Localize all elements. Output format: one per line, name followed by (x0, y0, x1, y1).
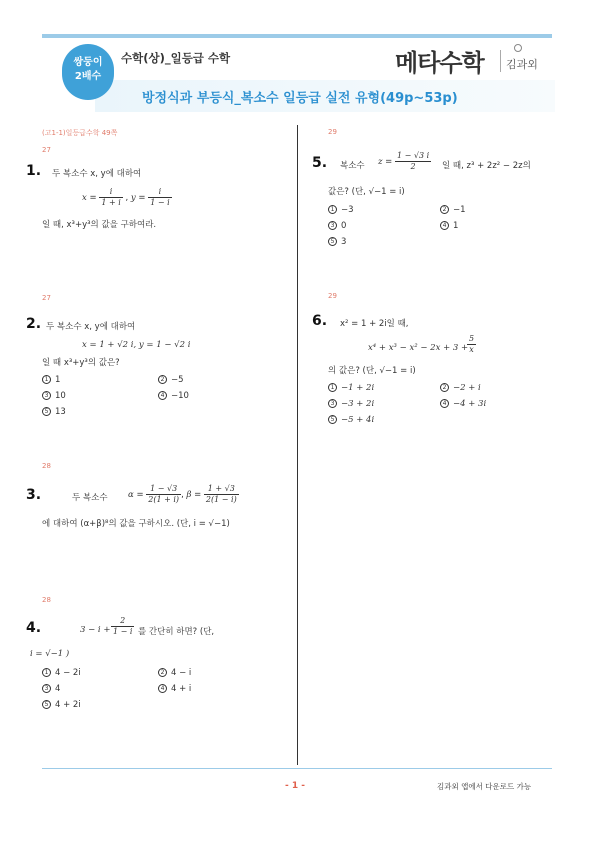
q1-formula: x = $\frac{i}{1 + i}$ , y = $\frac{i}{1 - i}$ (82, 187, 170, 207)
q5-line1b: 일 때, z³ + 2z² − 2z의 (442, 161, 531, 171)
q2-line1: 두 복소수 x, y에 대하여 (46, 322, 136, 332)
q4-line1b: 를 간단히 하면? (단, (138, 627, 215, 637)
q6-line1: x² = 1 + 2i일 때, (340, 319, 409, 329)
q6-choice-3[interactable]: 3 −3 + 2i (328, 399, 374, 409)
q6-choice-5[interactable]: 5 −5 + 4i (328, 415, 374, 425)
q5-choice-5[interactable]: 5 3 (328, 237, 346, 247)
q5-choice-4[interactable]: 4 1 (440, 221, 458, 231)
q2-choice-3[interactable]: 3 10 (42, 391, 66, 401)
header-top-line (42, 34, 552, 38)
q3-number: 3. (26, 487, 42, 503)
q4-choice-5[interactable]: 5 4 + 2i (42, 700, 81, 710)
q4-choice-1[interactable]: 1 4 − 2i (42, 668, 81, 678)
q5-choice-3[interactable]: 3 0 (328, 221, 346, 231)
q6-line3: 의 값은? (단, √−1 = i) (328, 366, 416, 376)
q2-formula: x = 1 + √2 i, y = 1 − √2 i (82, 340, 191, 350)
q3-line2: 에 대하여 (α+β)⁸의 값을 구하시오. (단, i = √−1) (42, 519, 230, 529)
source-ref: (고1-1)일등급수학 49쪽 (42, 129, 118, 137)
q5-number: 5. (312, 155, 328, 171)
q6-number: 6. (312, 313, 328, 329)
q4-number: 4. (26, 620, 42, 636)
q4-choice-2[interactable]: 2 4 − i (158, 668, 191, 678)
q1-number: 1. (26, 163, 42, 179)
q6-line2: x⁴ + x³ − x² − 2x + 3 + (368, 343, 469, 353)
q2-choice-5[interactable]: 5 13 (42, 407, 66, 417)
brand2-logo: 김과외 (506, 58, 538, 71)
q2-number: 2. (26, 316, 42, 332)
q6-fraction: $\frac{5}{x}$ (469, 334, 475, 354)
q2-line3: 일 때 x³+y³의 값은? (42, 358, 120, 368)
q3-ref: 28 (42, 462, 51, 470)
q1-line1: 두 복소수 x, y에 대하여 (52, 169, 142, 179)
course-title: 수학(상)_일등급 수학 (121, 51, 231, 65)
page-number: - 1 - (285, 781, 305, 791)
footer-note: 김과외 앱에서 다운로드 가능 (437, 782, 532, 791)
column-divider (297, 125, 298, 765)
q1-line3: 일 때, x³+y³의 값을 구하여라. (42, 220, 157, 230)
badge-line2: 2배수 (74, 71, 102, 82)
brand2-icon (514, 44, 522, 52)
q3-formula: α = $\frac{1 - √3}{2(1 + i)}$ , β = $\frac{1 + √3}{2(1 - i)}$ (128, 484, 237, 504)
q5-ref: 29 (328, 128, 337, 136)
q4-ref: 28 (42, 596, 51, 604)
q2-choice-1[interactable]: 1 1 (42, 375, 60, 385)
q2-ref: 27 (42, 294, 51, 302)
q6-choice-1[interactable]: 1 −1 + 2i (328, 383, 374, 393)
q2-choice-2[interactable]: 2 −5 (158, 375, 184, 385)
chapter-title: 방정식과 부등식_복소수 일등급 실전 유형(49p~53p) (142, 91, 458, 106)
q4-line2: i = √−1 ) (30, 649, 70, 659)
q5-line2: 값은? (단, √−1 = i) (328, 187, 405, 197)
q4-line1a: 3 − i + (80, 625, 111, 635)
q1-ref: 27 (42, 146, 51, 154)
q5-choice-1[interactable]: 1 −3 (328, 205, 354, 215)
badge-line1: 쌍둥이 (73, 57, 103, 68)
q2-choice-4[interactable]: 4 −10 (158, 391, 189, 401)
q3-line1a: 두 복소수 (72, 493, 108, 503)
brand-logo: 메타수학 (395, 49, 484, 77)
q4-choice-3[interactable]: 3 4 (42, 684, 60, 694)
q5-line1a: 복소수 (340, 161, 365, 171)
brand-separator (500, 50, 501, 72)
q4-choice-4[interactable]: 4 4 + i (158, 684, 191, 694)
q6-choice-2[interactable]: 2 −2 + i (440, 383, 481, 393)
q5-formula: z = $\frac{1 - √3 i}{2}$ (378, 151, 430, 171)
q5-choice-2[interactable]: 2 −1 (440, 205, 466, 215)
q6-choice-4[interactable]: 4 −4 + 3i (440, 399, 486, 409)
footer-line (42, 768, 552, 769)
badge (62, 44, 114, 100)
q6-ref: 29 (328, 292, 337, 300)
q4-fraction: $\frac{2}{1 - i}$ (113, 616, 133, 636)
